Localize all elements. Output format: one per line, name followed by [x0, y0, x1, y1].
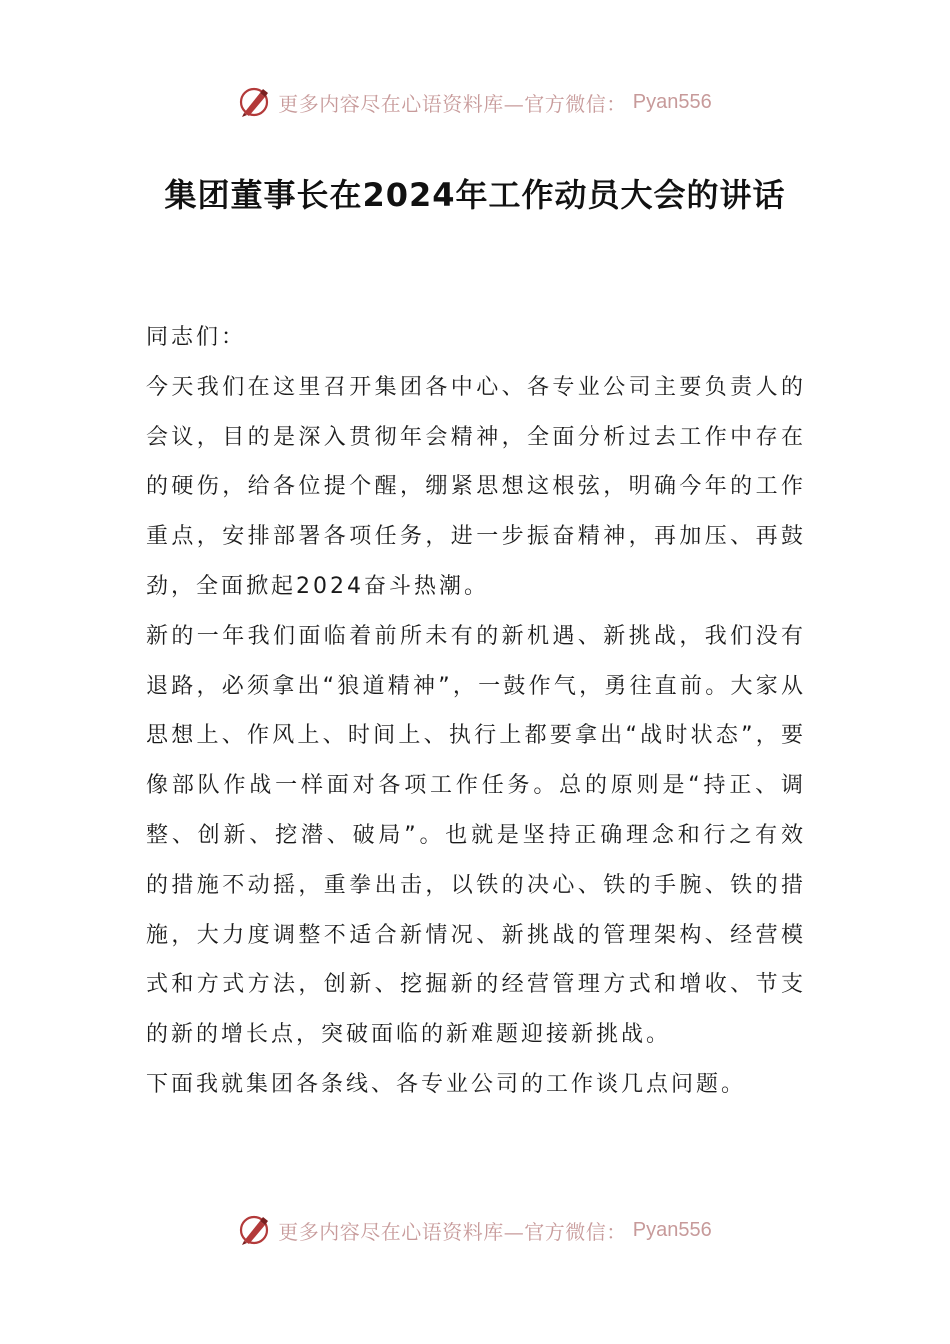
- paragraph-1: 今天我们在这里召开集团各中心、各专业公司主要负责人的会议，目的是深入贯彻年会精神，全面分析过去工作中存在的硬伤，给各位提个醒，绷紧思想这根弦，明确今年的工作重点，安排部署各项任务，进一步振奋精神，再加压、再鼓劲，全面掀起2024奋斗热潮。: [146, 374, 806, 599]
- watermark-wechat-id: Pyan556: [632, 90, 712, 113]
- watermark-text-bottom: 更多内容尽在心语资料库—官方微信：: [278, 1219, 627, 1244]
- pen-logo-icon: [238, 1213, 272, 1247]
- document-body: [146, 313, 806, 1110]
- watermark-content: [238, 85, 711, 119]
- watermark-content-bottom: [238, 1213, 711, 1247]
- salutation: 同志们：: [146, 325, 247, 350]
- watermark-text: 更多内容尽在心语资料库—官方微信：: [278, 91, 627, 116]
- watermark-wechat-id-bottom: Pyan556: [632, 1218, 712, 1241]
- pen-logo-icon: [238, 85, 272, 119]
- footer-watermark: [0, 1210, 950, 1250]
- header-watermark: [0, 82, 950, 122]
- paragraph-3: 下面我就集团各条线、各专业公司的工作谈几点问题。: [146, 1071, 747, 1097]
- document-title: 集团董事长在2024年工作动员大会的讲话: [164, 176, 786, 214]
- paragraph-2: 新的一年我们面临着前所未有的新机遇、新挑战，我们没有退路，必须拿出“狼道精神”，一鼓作气，勇往直前。大家从思想上、作风上、时间上、执行上都要拿出“战时状态”，要像部队作战一样面对各项工作任务。总的原则是“持正、调整、创新、挖潜、破局”。也就是坚持正确理念和行之有效的措施不动摇，重拳出击，以铁的决心、铁的手腕、铁的措施，大力度调整不适合新情况、新挑战的管理架构、经营模式和方式方法，创新、挖掘新的经营管理方式和增收、节支的新的增长点，突破面临的新难题迎接新挑战。: [146, 623, 806, 1048]
